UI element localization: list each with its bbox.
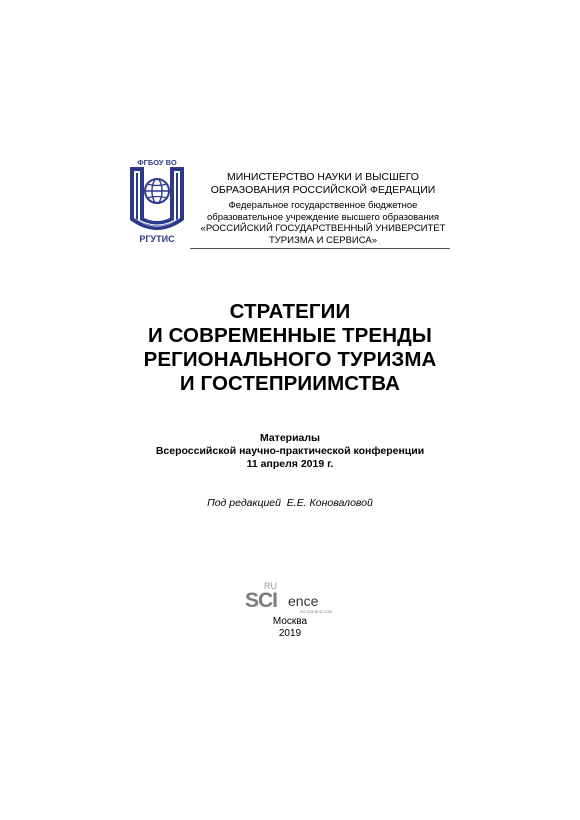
university-logo [124, 158, 190, 244]
editor-line: Под редакцией Е.Е. Коноваловой [207, 497, 373, 509]
imprint-city: Москва [272, 616, 308, 627]
materials-line-3: 11 апреля 2019 г. [246, 458, 334, 470]
ministry-line-3: Федеральное государственное бюджетное [228, 200, 418, 211]
title-line-2: И СОВРЕМЕННЫЕ ТРЕНДЫ [148, 324, 432, 347]
logo-top-text: ФГБОУ ВО [137, 158, 177, 167]
ministry-line-6: ТУРИЗМА И СЕРВИСА» [268, 234, 378, 246]
materials-line-2: Всероссийской научно-практической конференции [155, 445, 425, 457]
conference-info [100, 432, 480, 471]
logo-bottom-text: РГУТИС [139, 234, 175, 244]
publisher-sci: SCI [245, 589, 278, 612]
materials-line-1: Материалы [259, 432, 321, 444]
publisher-url: RU-SCIENCE.COM [300, 610, 332, 614]
ministry-line-1: МИНИСТЕРСТВО НАУКИ И ВЫСШЕГО [227, 171, 419, 183]
title-line-4: И ГОСТЕПРИИМСТВА [179, 372, 401, 395]
title-line-3: РЕГИОНАЛЬНОГО ТУРИЗМА [143, 348, 437, 371]
logo-emblem [130, 167, 184, 230]
imprint [200, 616, 380, 640]
book-title [60, 300, 520, 396]
title-line-1: СТРАТЕГИИ [229, 300, 351, 323]
publisher-ence: ence [288, 593, 319, 609]
ministry-line-4: образовательное учреждение высшего образования [206, 211, 440, 223]
imprint-year: 2019 [278, 628, 302, 639]
header-divider [190, 248, 450, 249]
publisher-ru: RU [264, 581, 277, 591]
publisher-logo [244, 580, 340, 616]
ministry-header [200, 171, 446, 246]
ministry-line-5: «РОССИЙСКИЙ ГОСУДАРСТВЕННЫЙ УНИВЕРСИТЕТ [200, 223, 446, 234]
ministry-line-2: ОБРАЗОВАНИЯ РОССИЙСКОЙ ФЕДЕРАЦИИ [210, 183, 436, 196]
